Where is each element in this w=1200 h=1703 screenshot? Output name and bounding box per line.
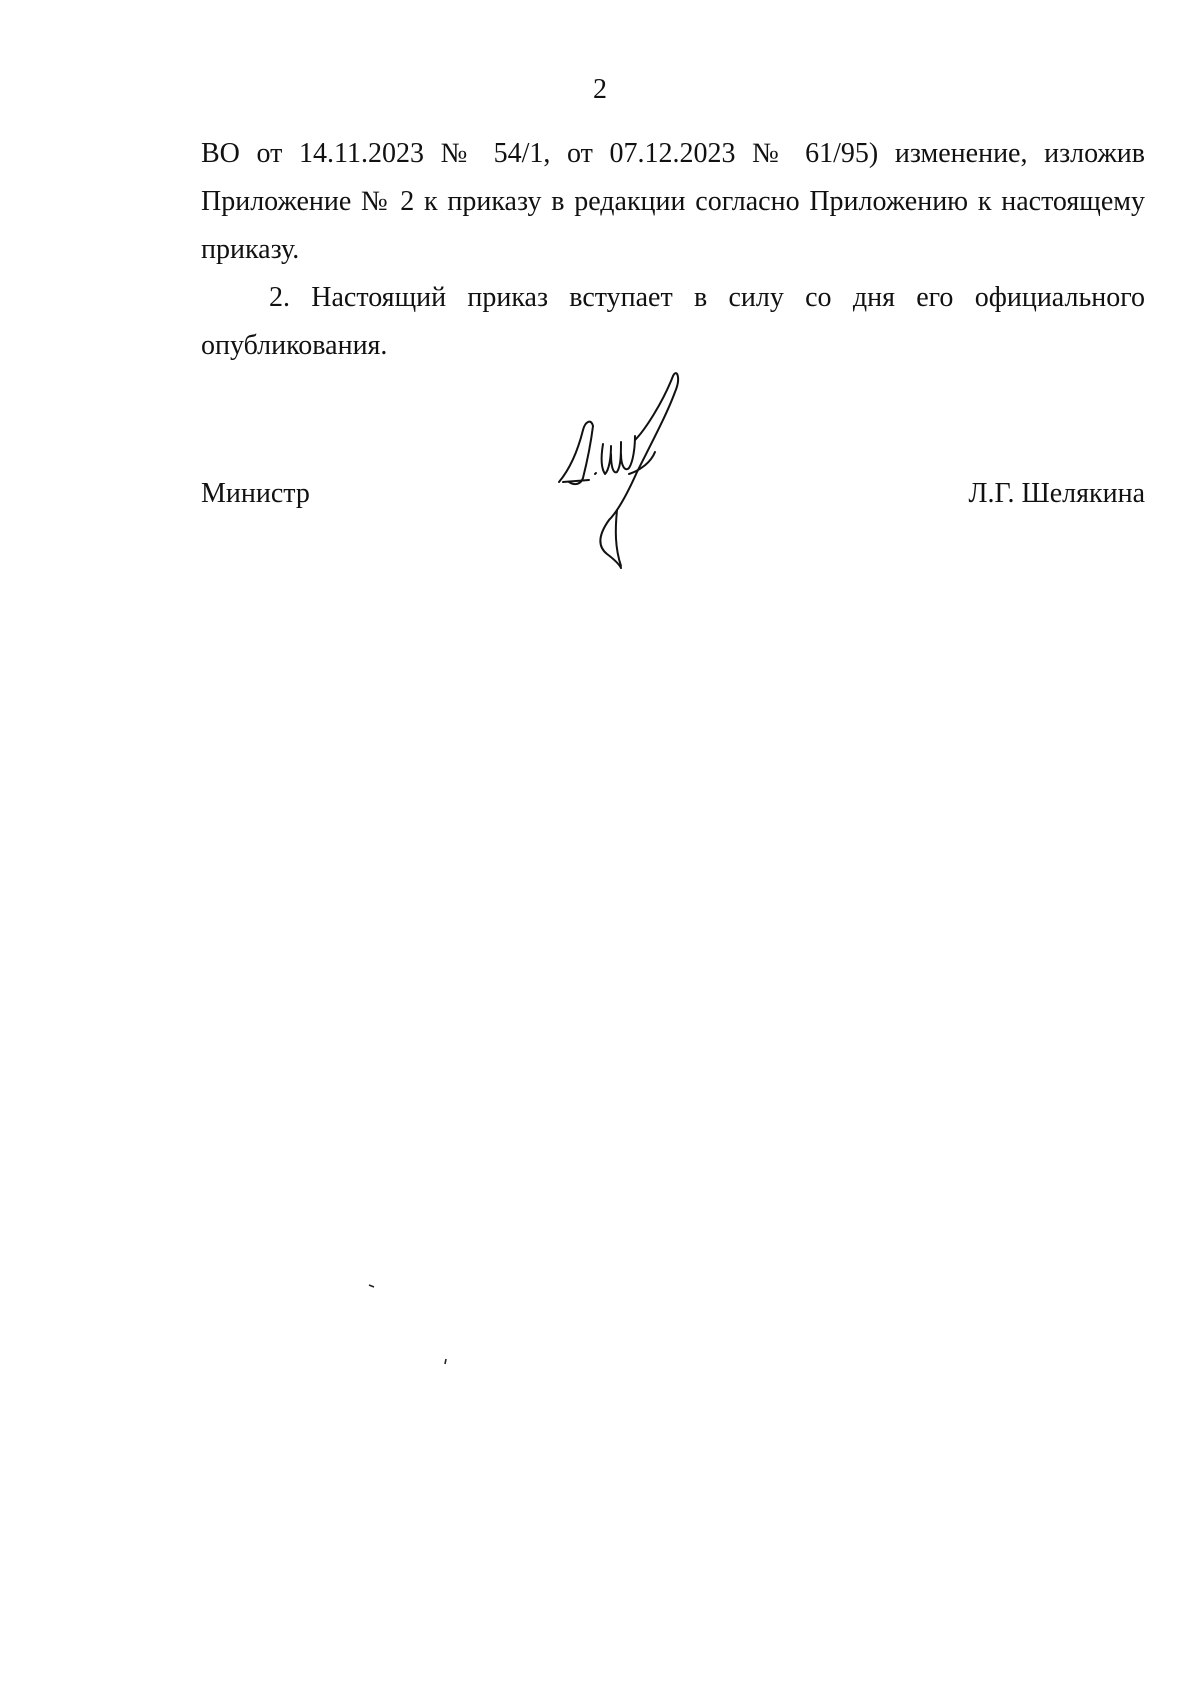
paragraph-item-2: 2. Настоящий приказ вступает в силу со дня его официального опубликования.: [201, 282, 1145, 361]
signatory-title: Министр: [201, 478, 310, 509]
page-number: 2: [593, 74, 607, 105]
handwritten-signature: [555, 370, 715, 570]
document-body: [201, 130, 1145, 370]
scan-speck: [442, 1358, 450, 1366]
signatory-name: Л.Г. Шелякина: [968, 478, 1145, 509]
paragraph-continuation: ВО от 14.11.2023 № 54/1, от 07.12.2023 № 61/95) изменение, изложив Приложение № 2 к приказу в редакции согласно Приложению к настоящему приказу.: [201, 138, 1145, 265]
scan-speck: [368, 1282, 376, 1290]
